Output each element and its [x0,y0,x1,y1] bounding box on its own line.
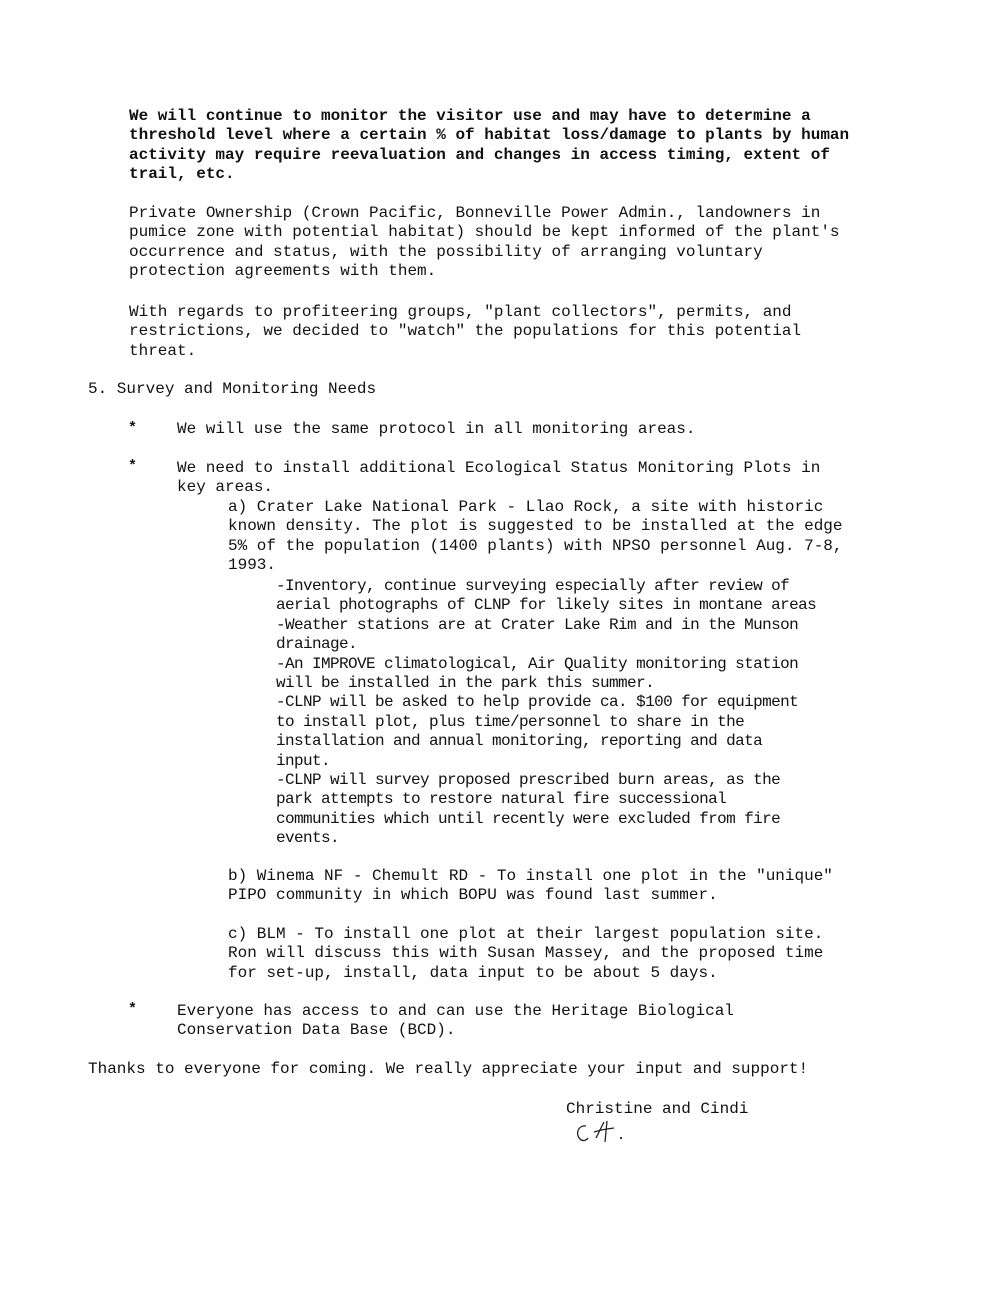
bullet-marker: * [128,420,138,437]
signature-names: Christine and Cindi [566,1100,749,1118]
paragraph-profiteering: With regards to profiteering groups, "plant collectors", permits, and restrictions, we decided to "watch" the populations for this potential threat. [129,303,802,360]
handwritten-initials [572,1118,636,1148]
paragraph-visitor-use: We will continue to monitor the visitor use and may have to determine a threshold level where a certain % of habitat loss/damage to plants by human activity may require reevaluation and changes in access timing, extent of trail, etc. [129,107,850,184]
bullet-protocol: We will use the same protocol in all monitoring areas. [177,420,696,438]
section-heading: 5. Survey and Monitoring Needs [88,380,377,398]
bullet-marker: * [128,458,138,475]
bullet-marker: * [128,1001,138,1018]
item-crater-lake: a) Crater Lake National Park - Llao Rock, a site with historic known density. The plot is suggested to be installed at the edge 5% of the population (1400 plants) with NPSO personnel Aug. 7-8, 1993. [228,498,843,575]
bullet-database: Everyone has access to and can use the Heritage Biological Conservation Data Base (BCD). [177,1002,734,1040]
item-blm: c) BLM - To install one plot at their largest population site. Ron will discuss this with Susan Massey, and the proposed time for set-up, install, data input to be about 5 days. [228,925,824,982]
closing-thanks: Thanks to everyone for coming. We really appreciate your input and support! [88,1060,809,1078]
item-winema: b) Winema NF - Chemult RD - To install one plot in the "unique" PIPO community in which BOPU was found last summer. [228,867,833,905]
item-crater-lake-details: -Inventory, continue surveying especially after review of aerial photographs of CLNP for likely sites in montane areas -Weather stations are at Crater Lake Rim and in the Munson drainage. -An IMPROVE climatological, Air Quality monitoring station will be installed in the park this summer. -CLNP will be asked to help provide ca. $100 for equipment to install plot, plus time/personnel to share in the installation and annual monitoring, reporting and data input. -CLNP will survey proposed prescribed burn areas, as the park attempts to restore natural fire successional communities which until recently were excluded from fire events. [276,577,817,848]
bullet-install-plots: We need to install additional Ecological Status Monitoring Plots in key areas. [177,459,821,497]
paragraph-private-ownership: Private Ownership (Crown Pacific, Bonneville Power Admin., landowners in pumice zone with potential habitat) should be kept informed of the plant's occurrence and status, with the possibility of arranging voluntary protection agreements with them. [129,204,840,281]
